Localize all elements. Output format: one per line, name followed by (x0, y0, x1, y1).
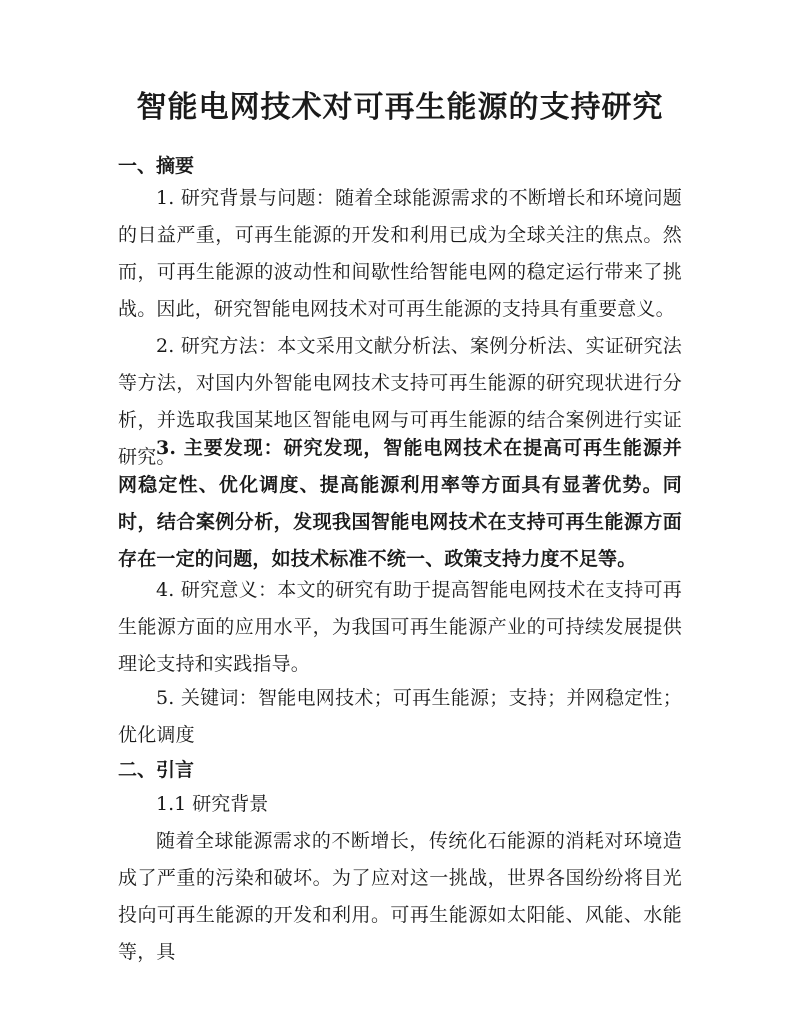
intro-heading: 二、引言 (118, 759, 195, 781)
abstract-paragraph-findings: 3. 主要发现：研究发现，智能电网技术在提高可再生能源并网稳定性、优化调度、提高能源利用率等方面具有显著优势。同时，结合案例分析，发现我国智能电网技术在支持可再生能源方面存在一定的问题，如技术标准不统一、政策支持力度不足等。 (118, 437, 682, 570)
abstract-paragraph-background: 1. 研究背景与问题：随着全球能源需求的不断增长和环境问题的日益严重，可再生能源的开发和利用已成为全球关注的焦点。然而，可再生能源的波动性和间歇性给智能电网的稳定运行带来了挑战。因此，研究智能电网技术对可再生能源的支持具有重要意义。 (118, 187, 682, 320)
intro-subheading: 1.1 研究背景 (156, 793, 269, 815)
intro-paragraph-background: 随着全球能源需求的不断增长，传统化石能源的消耗对环境造成了严重的污染和破坏。为了应对这一挑战，世界各国纷纷将目光投向可再生能源的开发和利用。可再生能源如太阳能、风能、水能等，具 (118, 830, 682, 963)
abstract-heading: 一、摘要 (118, 155, 195, 177)
abstract-paragraph-significance: 4. 研究意义：本文的研究有助于提高智能电网技术在支持可再生能源方面的应用水平，为我国可再生能源产业的可持续发展提供理论支持和实践指导。 (118, 579, 682, 675)
abstract-paragraph-method: 2. 研究方法：本文采用文献分析法、案例分析法、实证研究法等方法，对国内外智能电网技术支持可再生能源的研究现状进行分析，并选取我国某地区智能电网与可再生能源的结合案例进行实证研究。 (118, 335, 682, 468)
document-title: 智能电网技术对可再生能源的支持研究 (136, 90, 664, 125)
abstract-paragraph-keywords: 5. 关键词：智能电网技术；可再生能源；支持；并网稳定性；优化调度 (118, 687, 682, 746)
